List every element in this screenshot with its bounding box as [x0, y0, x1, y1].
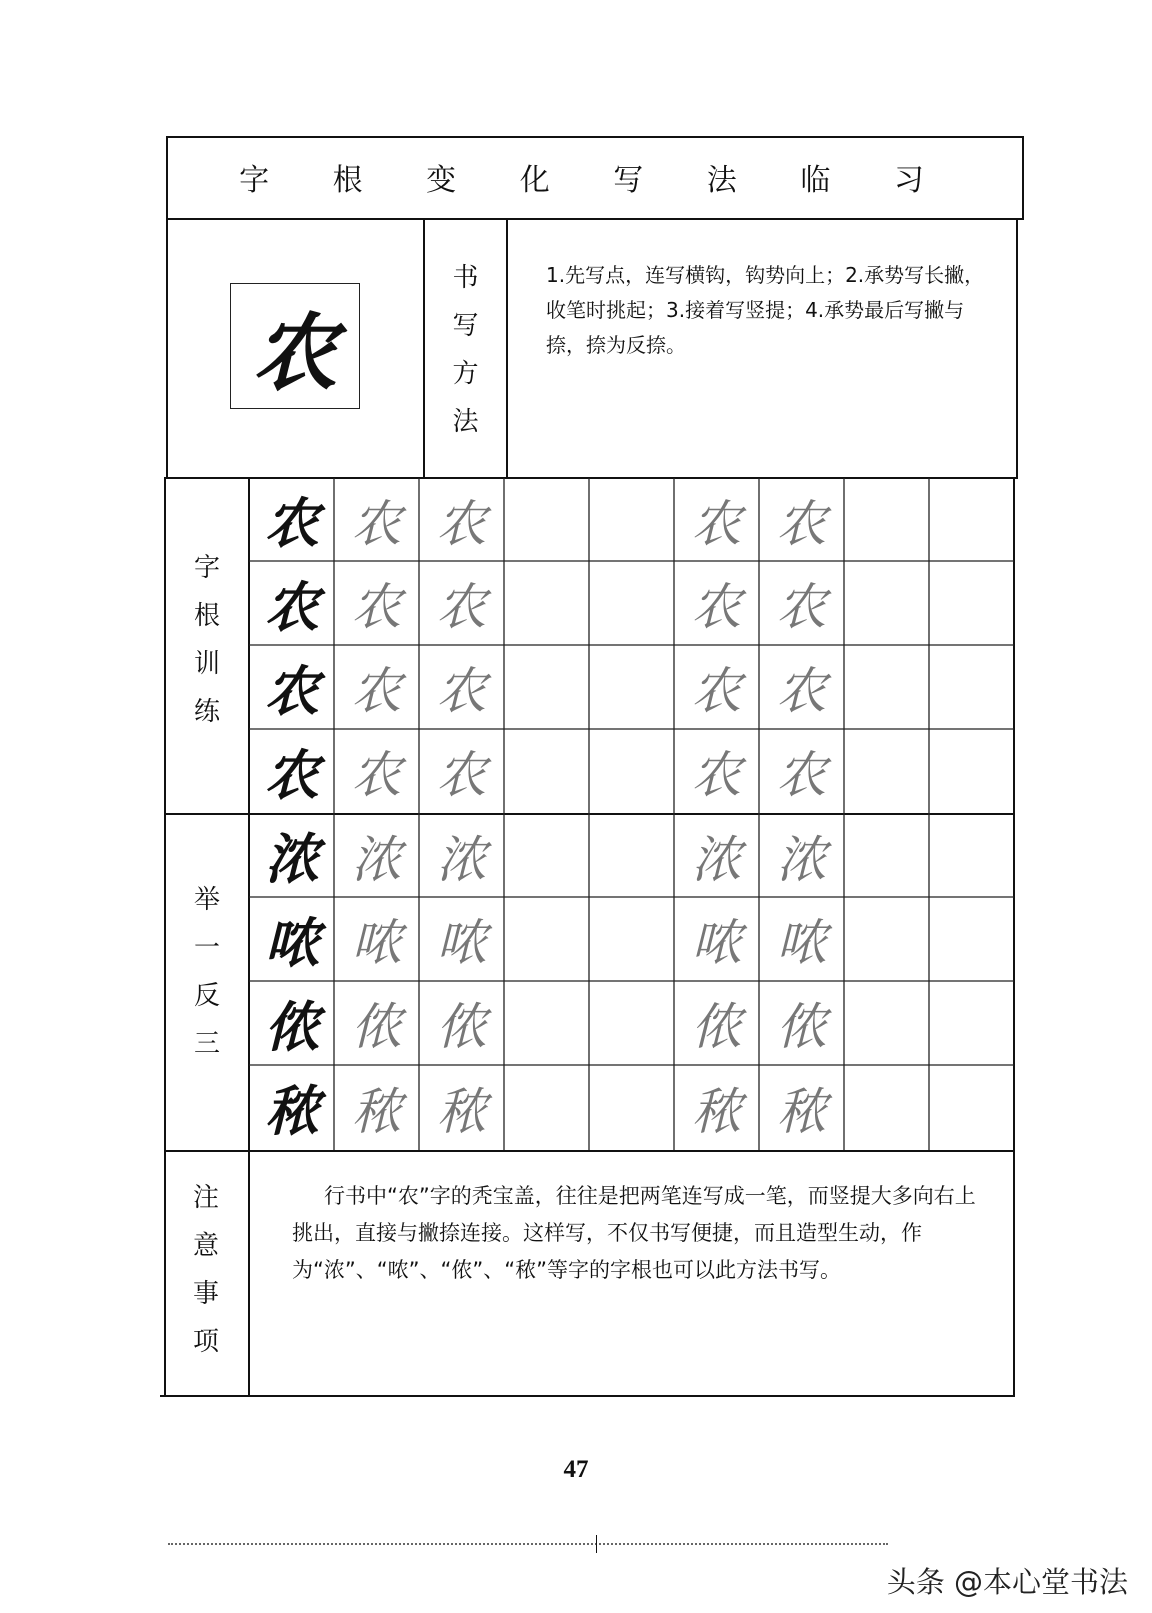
watermark: 头条 @本心堂书法: [886, 1565, 1128, 1599]
trace-character: 秾: [351, 1082, 402, 1141]
trace-character: 侬: [691, 998, 742, 1056]
footer-tick: [596, 1535, 597, 1553]
notes-label-char: 注: [192, 1183, 219, 1213]
trace-character: 浓: [351, 830, 402, 889]
model-character: 农: [265, 491, 319, 555]
trace-character: 侬: [776, 998, 827, 1056]
section-label-char: 一: [193, 933, 220, 963]
notes-label-char: 意: [192, 1231, 219, 1261]
method-label-char: 书: [452, 263, 479, 293]
trace-character: 侬: [351, 998, 402, 1056]
model-character: 农: [265, 574, 319, 639]
trace-character: 侬: [436, 998, 487, 1056]
trace-character: 浓: [691, 830, 742, 889]
section-label-char: 练: [193, 697, 220, 727]
trace-character: 浓: [436, 830, 487, 889]
model-character: 浓: [265, 827, 319, 891]
section-label-char: 根: [193, 601, 220, 631]
trace-character: 农: [691, 494, 742, 553]
trace-character: 哝: [776, 914, 827, 972]
model-character: 秾: [265, 1079, 319, 1143]
method-label-char: 写: [452, 311, 479, 341]
trace-character: 哝: [436, 914, 487, 972]
trace-character: 农: [351, 746, 402, 804]
trace-character: 农: [351, 662, 402, 720]
trace-character: 哝: [351, 914, 402, 972]
trace-character: 哝: [691, 914, 742, 972]
method-label-char: 方: [452, 359, 479, 389]
method-label: [425, 250, 506, 450]
trace-character: 农: [776, 746, 827, 804]
method-text: 1.先写点，连写横钩，钩势向上；2.承势写长撇，收笔时挑起；3.接着写竖提；4.承势最后写撇与捺，捺为反捺。: [546, 263, 985, 357]
footer-rule: [168, 1543, 888, 1545]
trace-character: 农: [436, 662, 487, 720]
model-character: 农: [265, 742, 319, 807]
trace-character: 农: [691, 662, 742, 720]
trace-character: 农: [691, 746, 742, 804]
model-character: 哝: [265, 910, 319, 975]
trace-character: 农: [436, 578, 487, 636]
notes-text: 行书中“农”字的秃宝盖，往往是把两笔连写成一笔，而竖提大多向右上挑出，直接与撇捺连接。这样写，不仅书写便捷，而且造型生动，作为“浓”、“哝”、“侬”、“秾”等字的字根也可以此方法书写。: [292, 1184, 976, 1282]
trace-character: 农: [776, 662, 827, 720]
method-label-char: 法: [452, 407, 479, 437]
sample-character: 农: [230, 283, 360, 409]
page-number: 47: [563, 1456, 589, 1483]
trace-character: 农: [691, 578, 742, 636]
notes-label-char: 事: [192, 1279, 219, 1309]
trace-character: 秾: [776, 1082, 827, 1141]
model-character: 侬: [265, 994, 319, 1059]
trace-character: 农: [776, 578, 827, 636]
trace-character: 浓: [776, 830, 827, 889]
section-label-char: 反: [193, 981, 220, 1011]
trace-character: 秾: [436, 1082, 487, 1141]
section-label-char: 字: [193, 553, 220, 583]
notes-label-char: 项: [192, 1327, 219, 1357]
model-character: 农: [265, 658, 319, 723]
section-label-char: 举: [193, 885, 220, 915]
notes-label: [164, 1165, 248, 1375]
section-label-radical-training: [166, 540, 248, 740]
trace-character: 农: [351, 494, 402, 553]
section-label-char: 三: [193, 1029, 220, 1059]
trace-character: 秾: [691, 1082, 742, 1141]
page-title: 字 根 变 化 写 法 临 习: [239, 163, 951, 198]
trace-character: 农: [351, 578, 402, 636]
section-label-char: 训: [193, 649, 220, 679]
trace-character: 农: [436, 746, 487, 804]
trace-character: 农: [436, 494, 487, 553]
trace-character: 农: [776, 494, 827, 553]
section-label-extension: [166, 872, 248, 1072]
